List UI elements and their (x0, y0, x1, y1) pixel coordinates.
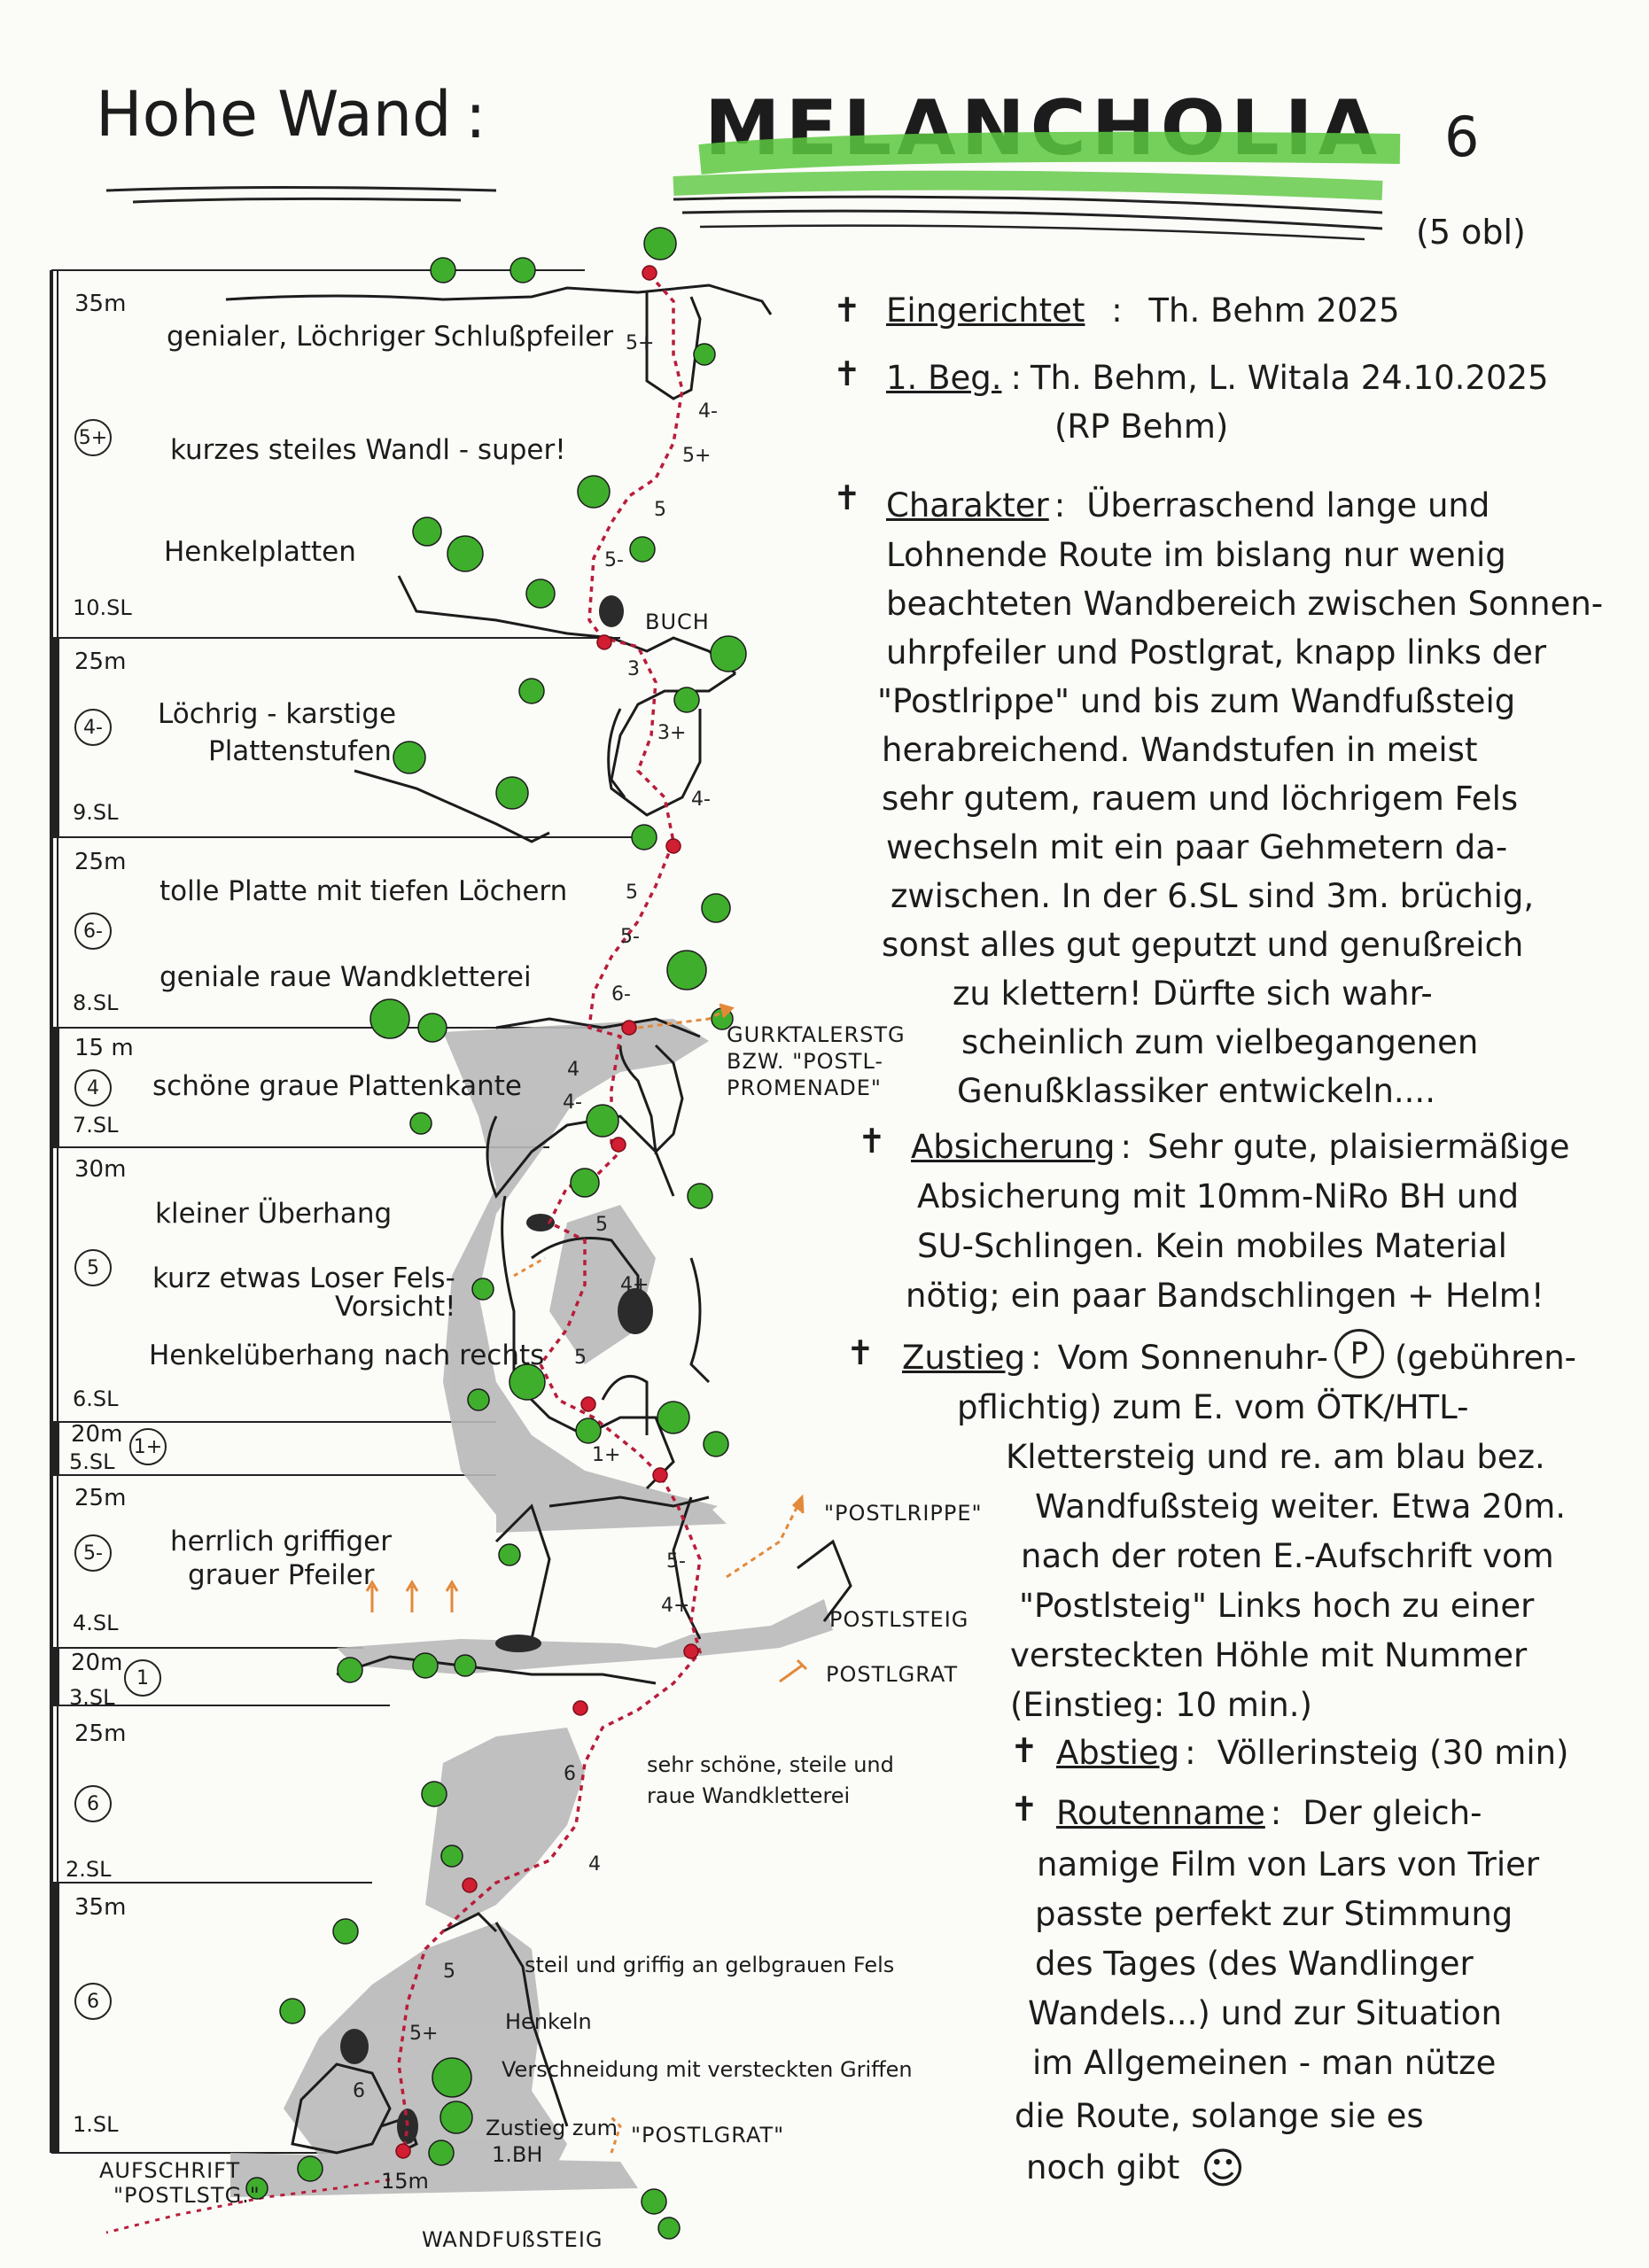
route-grade-mark: 5+ (626, 332, 655, 354)
zustieg-label: Zustieg (902, 1339, 1026, 1377)
pitch-10-grade: 5+ (74, 419, 112, 456)
pitch-7-grade: 4 (74, 1069, 112, 1107)
route-grade-mark: 1+ (592, 1444, 621, 1466)
charakter-text: zwischen. In der 6.SL sind 3m. brüchig, (891, 877, 1535, 915)
bullet-cross-icon: ✝ (833, 478, 861, 517)
pitch-10-length: 35m (74, 291, 127, 317)
pitch-8-length: 25m (74, 849, 127, 875)
pitch-3-number: 3.SL (69, 1685, 115, 1710)
pitch-6-desc-4: Henkelüberhang nach rechts (149, 1340, 545, 1371)
start-length: 15m (381, 2169, 429, 2194)
charakter-text: uhrpfeiler und Postlgrat, knapp links der (886, 633, 1547, 672)
pitch-2-desc-1: sehr schöne, steile und (647, 1752, 894, 1777)
bullet-cross-icon: ✝ (846, 1333, 875, 1372)
pitch-8-desc-1: tolle Platte mit tiefen Löchern (159, 875, 568, 907)
pitch-10-desc-3: Henkelplatten (164, 536, 356, 568)
bullet-cross-icon: ✝ (1010, 1731, 1038, 1770)
pitch-4-length: 25m (74, 1485, 127, 1511)
pitch-7-number: 7.SL (73, 1113, 119, 1138)
zustieg-text: (gebühren- (1395, 1339, 1577, 1377)
route-grade-mark: 4- (563, 1091, 582, 1114)
route-grade-mark: 6 (353, 2080, 365, 2102)
route-title: MELANCHOLIA (704, 84, 1383, 173)
wandfusssteig-label: WANDFUßSTEIG (422, 2227, 603, 2252)
charakter-text: zu klettern! Dürfte sich wahr- (953, 975, 1433, 1013)
absicherung-line-1 (911, 1128, 1570, 1166)
route-grade-mark: 4- (691, 788, 711, 811)
pitch-9-desc-1: Löchrig - karstige (158, 698, 397, 730)
location-title: Hohe Wand (96, 78, 452, 151)
pitch-8-desc-2: geniale raue Wandkletterei (159, 961, 532, 993)
pitch-2-desc-2: raue Wandkletterei (647, 1783, 851, 1808)
eingerichtet-label: Eingerichtet (886, 291, 1085, 330)
route-grade-mark: 5 (654, 499, 666, 521)
routenname-text: namige Film von Lars von Trier (1037, 1845, 1540, 1884)
route-grade: 6 (1444, 105, 1480, 169)
pitch-1-grade: 6 (74, 1983, 112, 2020)
zustieg-text: Wandfußsteig weiter. Etwa 20m. (1035, 1487, 1567, 1526)
gurktaler-label-3: PROMENADE" (727, 1076, 882, 1100)
charakter-text: "Postlrippe" und bis zum Wandfußsteig (877, 682, 1516, 720)
zustieg-sep: : (1031, 1339, 1042, 1377)
erstbegehung-value: Th. Behm, L. Witala 24.10.2025 (1030, 359, 1549, 397)
route-grade-mark: 3 (627, 658, 640, 680)
pitch-2-number: 2.SL (66, 1857, 112, 1882)
pitch-4-grade: 5- (74, 1534, 112, 1572)
abstieg-line (1056, 1734, 1569, 1772)
route-grade-mark: 5+ (409, 2023, 439, 2045)
zustieg-line-1 (902, 1339, 1328, 1377)
route-grade-mark: 6- (611, 983, 631, 1006)
pitch-6-grade: 5 (74, 1249, 112, 1286)
pitch-6-desc-3: Vorsicht! (335, 1291, 456, 1323)
charakter-text: Genußklassiker entwickeln.... (957, 1072, 1435, 1110)
route-grade-mark: 4- (698, 400, 718, 423)
charakter-text: scheinlich zum vielbegangenen (961, 1023, 1479, 1061)
pitch-7-length: 15 m (74, 1035, 134, 1061)
abstieg-value: Völlerinsteig (30 min) (1217, 1734, 1569, 1772)
pitch-7-desc-1: schöne graue Plattenkante (152, 1070, 522, 1102)
pitch-5-length: 20m (71, 1421, 123, 1448)
absicherung-label: Absicherung (911, 1128, 1116, 1166)
pitch-6-number: 6.SL (73, 1386, 119, 1411)
title-colon: : (465, 80, 486, 152)
route-grade-mark: 5 (574, 1347, 587, 1369)
route-grade-mark: 5 (626, 882, 638, 904)
route-grade-mark: 3+ (657, 722, 687, 744)
charakter-text: herabreichend. Wandstufen in meist (882, 731, 1478, 769)
bullet-cross-icon: ✝ (858, 1122, 886, 1161)
smiley-icon: ☺ (1201, 2144, 1246, 2194)
route-grade-mark: 5 (595, 1214, 608, 1236)
pitch-2-length: 25m (74, 1720, 127, 1747)
zustieg-text: nach der roten E.-Aufschrift vom (1021, 1537, 1554, 1575)
route-obligatory-grade: (5 obl) (1416, 213, 1526, 252)
pitch-6-desc-2: kurz etwas Loser Fels- (152, 1262, 455, 1294)
title-underline (106, 147, 1400, 239)
routenname-text: Wandels...) und zur Situation (1028, 1994, 1502, 2032)
parking-icon: P (1334, 1329, 1384, 1379)
pitch-10-desc-1: genialer, Löchriger Schlußpfeiler (167, 321, 614, 353)
pitch-3-length: 20m (71, 1650, 123, 1676)
zustieg-text: "Postlsteig" Links hoch zu einer (1019, 1587, 1535, 1625)
pitch-6-desc-1: kleiner Überhang (155, 1198, 393, 1230)
routenname-sep: : (1270, 1794, 1282, 1832)
buch-label: BUCH (645, 610, 710, 634)
pitch-6-length: 30m (74, 1156, 127, 1183)
pitch-1-desc-2: Henkeln (505, 2009, 592, 2034)
erstbegehung-line (886, 359, 1549, 397)
zustieg-text: versteckten Höhle mit Nummer (1010, 1636, 1528, 1674)
aufschrift-label-1: AUFSCHRIFT (99, 2158, 241, 2183)
route-grade-mark: 4+ (620, 1274, 649, 1296)
pitch-8-grade: 6- (74, 913, 112, 950)
pitch-1-length: 35m (74, 1894, 127, 1921)
abstieg-label: Abstieg (1056, 1734, 1180, 1772)
absicherung-text: Absicherung mit 10mm-NiRo BH und (917, 1177, 1520, 1216)
aufschrift-label-2: "POSTLSTG." (113, 2183, 261, 2208)
zustieg-text: pflichtig) zum E. vom ÖTK/HTL- (957, 1388, 1469, 1426)
absicherung-sep: : (1120, 1128, 1132, 1166)
pitch-1-desc-1: steil und griffig an gelbgrauen Fels (525, 1953, 895, 1977)
bullet-cross-icon: ✝ (1010, 1790, 1038, 1829)
charakter-text: wechseln mit ein paar Gehmetern da- (886, 828, 1508, 866)
erstbegehung-rp: (RP Behm) (1054, 408, 1229, 446)
postlsteig-label: POSTLSTEIG (829, 1607, 969, 1632)
routenname-text: passte perfekt zur Stimmung (1035, 1895, 1513, 1933)
bullet-cross-icon: ✝ (833, 291, 861, 330)
pitch-4-desc-1: herrlich griffiger (170, 1526, 392, 1557)
zustieg-1bh-2: 1.BH (492, 2142, 543, 2167)
zustieg-1bh-1: Zustieg zum (486, 2116, 618, 2140)
charakter-text: beachteten Wandbereich zwischen Sonnen- (886, 585, 1604, 623)
pitch-5-number: 5.SL (69, 1449, 115, 1474)
pitch-4-number: 4.SL (73, 1611, 119, 1635)
charakter-text: Überraschend lange und (1086, 486, 1490, 524)
zustieg-text: Vom Sonnenuhr- (1057, 1339, 1328, 1377)
postlrippe-label: "POSTLRIPPE" (824, 1501, 983, 1526)
routenname-label: Routenname (1056, 1794, 1265, 1832)
absicherung-text: Sehr gute, plaisiermäßige (1147, 1128, 1570, 1166)
zustieg-text: (Einstieg: 10 min.) (1010, 1686, 1312, 1724)
route-grade-mark: 5- (666, 1550, 686, 1573)
route-grade-mark: 5 (443, 1961, 455, 1983)
postlgrat-bottom-label: "POSTLGRAT" (631, 2123, 785, 2148)
bullet-cross-icon: ✝ (833, 354, 861, 393)
pitch-5-grade: 1+ (129, 1428, 167, 1465)
charakter-sep: : (1054, 486, 1066, 524)
routenname-text: im Allgemeinen - man nütze (1032, 2044, 1497, 2082)
pitch-9-length: 25m (74, 649, 127, 675)
postlgrat-label: POSTLGRAT (826, 1662, 959, 1687)
absicherung-text: SU-Schlingen. Kein mobiles Material (917, 1227, 1507, 1265)
routenname-text: Der gleich- (1303, 1794, 1482, 1832)
charakter-label: Charakter (886, 486, 1049, 524)
zustieg-text: Klettersteig und re. am blau bez. (1006, 1438, 1545, 1476)
pitch-10-desc-2: kurzes steiles Wandl - super! (170, 434, 566, 466)
route-grade-mark: 5- (604, 549, 624, 571)
routenname-text: des Tages (des Wandlinger (1035, 1945, 1474, 1983)
erstbegehung-label: 1. Beg. (886, 359, 1002, 397)
charakter-text: Lohnende Route im bislang nur wenig (886, 536, 1506, 574)
route-grade-mark: 4+ (661, 1595, 690, 1617)
routenname-line-1 (1056, 1794, 1482, 1832)
erstbegehung-sep: : (1010, 359, 1022, 397)
pitch-10-number: 10.SL (73, 595, 132, 620)
pitch-9-desc-2: Plattenstufen (208, 735, 392, 767)
eingerichtet-sep: : (1111, 291, 1123, 330)
pitch-2-grade: 6 (74, 1785, 112, 1822)
charakter-text: sonst alles gut geputzt und genußreich (882, 926, 1524, 964)
routenname-text: noch gibt (1026, 2148, 1180, 2186)
charakter-text: sehr gutem, rauem und löchrigem Fels (882, 780, 1519, 818)
pitch-4-desc-2: grauer Pfeiler (188, 1559, 375, 1591)
charakter-line-1 (886, 486, 1490, 524)
eingerichtet-value: Th. Behm 2025 (1148, 291, 1400, 330)
route-grade-mark: 5+ (682, 445, 712, 467)
pitch-1-number: 1.SL (73, 2112, 119, 2137)
pitch-3-grade: 1 (124, 1659, 161, 1697)
route-grade-mark: 4 (588, 1853, 601, 1876)
gurktaler-label-1: GURKTALERSTG (727, 1022, 906, 1047)
abstieg-sep: : (1185, 1734, 1196, 1772)
pitch-8-number: 8.SL (73, 990, 119, 1015)
route-grade-mark: 5- (620, 926, 640, 948)
eingerichtet-line (886, 291, 1400, 330)
route-grade-mark: 6 (564, 1763, 576, 1785)
route-grade-mark: 4 (567, 1059, 579, 1081)
pitch-1-desc-3: Verschneidung mit versteckten Griffen (502, 2057, 913, 2082)
routenname-text: die Route, solange sie es (1015, 2097, 1424, 2135)
absicherung-text: nötig; ein paar Bandschlingen + Helm! (906, 1277, 1544, 1315)
pitch-9-grade: 4- (74, 709, 112, 746)
pitch-9-number: 9.SL (73, 800, 119, 825)
gurktaler-label-2: BZW. "POSTL- (727, 1049, 884, 1074)
